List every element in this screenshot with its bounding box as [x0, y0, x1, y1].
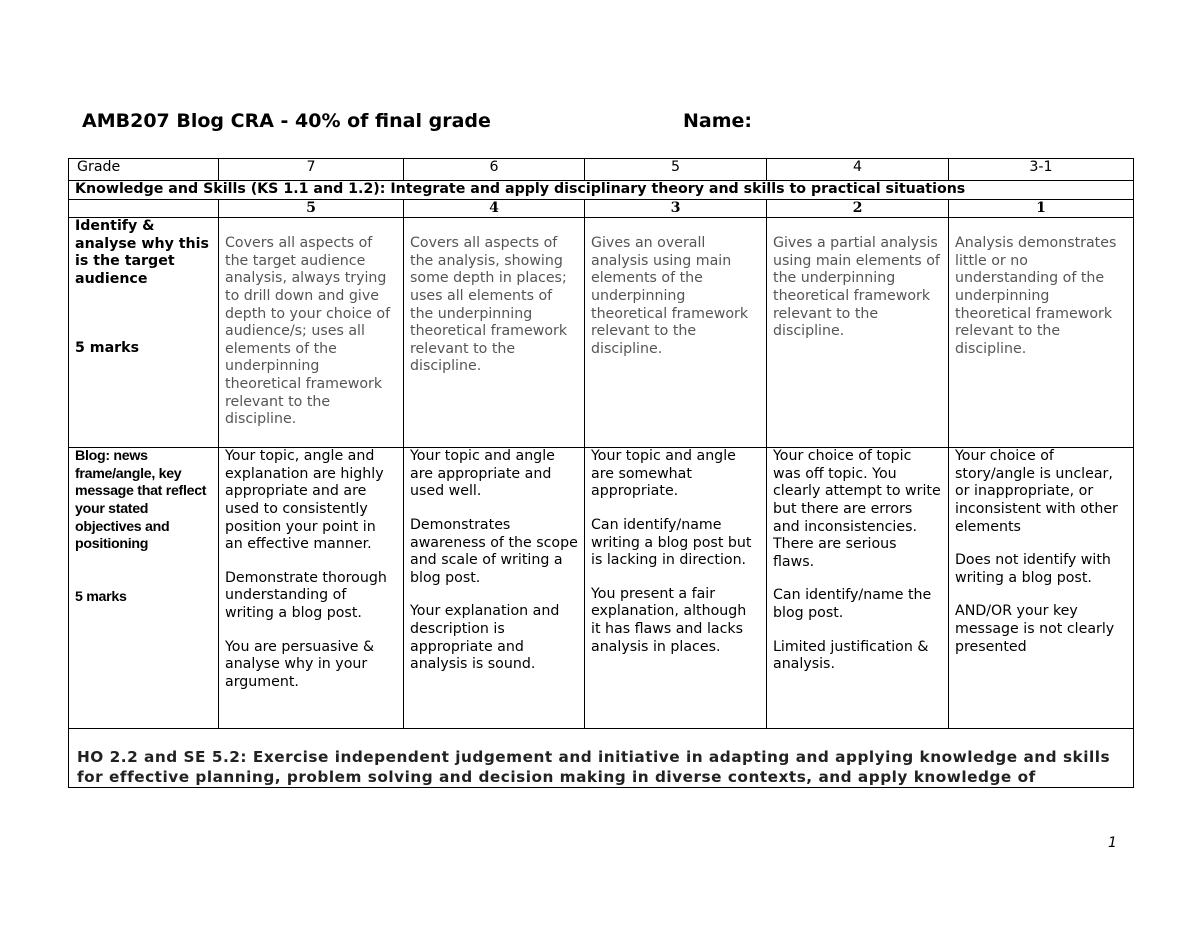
grade-header-row — [69, 159, 1134, 181]
criterion-marks: 5 marks — [75, 339, 140, 356]
descriptor-text: Gives an overall analysis using main elements of the underpinning theoretical framework relevant to the discipline. — [591, 235, 749, 357]
descriptor-text: Demonstrates awareness of the scope and scale of writing a blog post. — [410, 516, 578, 586]
level-descriptor — [585, 448, 767, 729]
descriptor-text: Your choice of story/angle is unclear, or inappropriate, or inconsistent with other elements — [955, 448, 1118, 535]
descriptor-text: You are persuasive & analyse why in your argument. — [225, 638, 375, 690]
level-descriptor — [767, 218, 949, 448]
document-title: AMB207 Blog CRA - 40% of final grade — [82, 110, 491, 132]
grade-header-label: Grade — [69, 159, 219, 181]
descriptor-text: Analysis demonstrates little or no understanding of the underpinning theoretical framework relevant to the discipline. — [955, 235, 1117, 357]
section-row-ks — [69, 181, 1134, 200]
criterion-row-blog — [69, 448, 1134, 729]
grade-header-7: 7 — [219, 159, 404, 181]
criterion-name: Blog: news frame/angle, key message that reflect your stated objectives and positioning — [75, 448, 207, 553]
descriptor-text: Limited justification & analysis. — [773, 638, 929, 673]
marks-cell: 4 — [404, 199, 585, 218]
criterion-cell — [69, 448, 219, 729]
grade-header-6: 6 — [404, 159, 585, 181]
descriptor-text: Your explanation and description is appropriate and analysis is sound. — [410, 603, 560, 673]
marks-cell: 1 — [949, 199, 1134, 218]
marks-cell: 2 — [767, 199, 949, 218]
marks-row — [69, 199, 1134, 218]
descriptor-text: You present a fair explanation, although it has flaws and lacks analysis in places. — [591, 585, 747, 655]
criterion-row-target-audience — [69, 218, 1134, 448]
level-descriptor — [219, 218, 404, 448]
name-label: Name: — [683, 110, 753, 132]
marks-cell: 5 — [219, 199, 404, 218]
marks-cell: 3 — [585, 199, 767, 218]
descriptor-text: Your choice of topic was off topic. You clearly attempt to write but there are errors and inconsistencies. There are serious flaws. — [773, 448, 941, 570]
grade-header-5: 5 — [585, 159, 767, 181]
descriptor-text: Can identify/name writing a blog post but is lacking in direction. — [591, 516, 752, 569]
level-descriptor — [404, 448, 585, 729]
level-descriptor — [949, 218, 1134, 448]
descriptor-text: Does not identify with writing a blog post. — [955, 552, 1111, 586]
section-row-ho — [69, 729, 1134, 788]
criterion-marks: 5 marks — [75, 588, 127, 605]
descriptor-text: Your topic, angle and explanation are highly appropriate and are used to consistently position your point in an effective manner. — [225, 448, 384, 553]
descriptor-text: Your topic and angle are somewhat appropriate. — [591, 448, 736, 500]
section-heading-ks: Knowledge and Skills (KS 1.1 and 1.2): Integrate and apply disciplinary theory and skills to practical situations — [69, 181, 1134, 200]
level-descriptor — [949, 448, 1134, 729]
descriptor-text: AND/OR your key message is not clearly presented — [955, 603, 1115, 655]
descriptor-text: Your topic and angle are appropriate and used well. — [410, 448, 555, 500]
level-descriptor — [585, 218, 767, 448]
criterion-name: Identify & analyse why this is the target audience — [75, 218, 209, 287]
descriptor-text: Gives a partial analysis using main elements of the underpinning theoretical framework relevant to the discipline. — [773, 235, 940, 340]
descriptor-text: Covers all aspects of the analysis, showing some depth in places; uses all elements of the underpinning theoretical framework relevant to the discipline. — [410, 235, 568, 375]
section-heading-ho: HO 2.2 and SE 5.2: Exercise independent judgement and initiative in adapting and applying knowledge and skills for effective planning, problem solving and decision making in diverse contexts, and apply knowledge of — [69, 729, 1134, 788]
rubric-table — [68, 158, 1134, 788]
descriptor-text: Covers all aspects of the target audience analysis, always trying to drill down and give depth to your choice of audience/s; uses all elements of the underpinning theoretical framework relevant to the discipline. — [225, 235, 391, 428]
descriptor-text: Can identify/name the blog post. — [773, 587, 932, 621]
level-descriptor — [767, 448, 949, 729]
level-descriptor — [219, 448, 404, 729]
page-number: 1 — [1108, 835, 1117, 851]
descriptor-text: Demonstrate thorough understanding of writing a blog post. — [225, 569, 387, 621]
criterion-cell — [69, 218, 219, 448]
marks-row-blank — [69, 199, 219, 218]
grade-header-4: 4 — [767, 159, 949, 181]
level-descriptor — [404, 218, 585, 448]
grade-header-3-1: 3-1 — [949, 159, 1134, 181]
